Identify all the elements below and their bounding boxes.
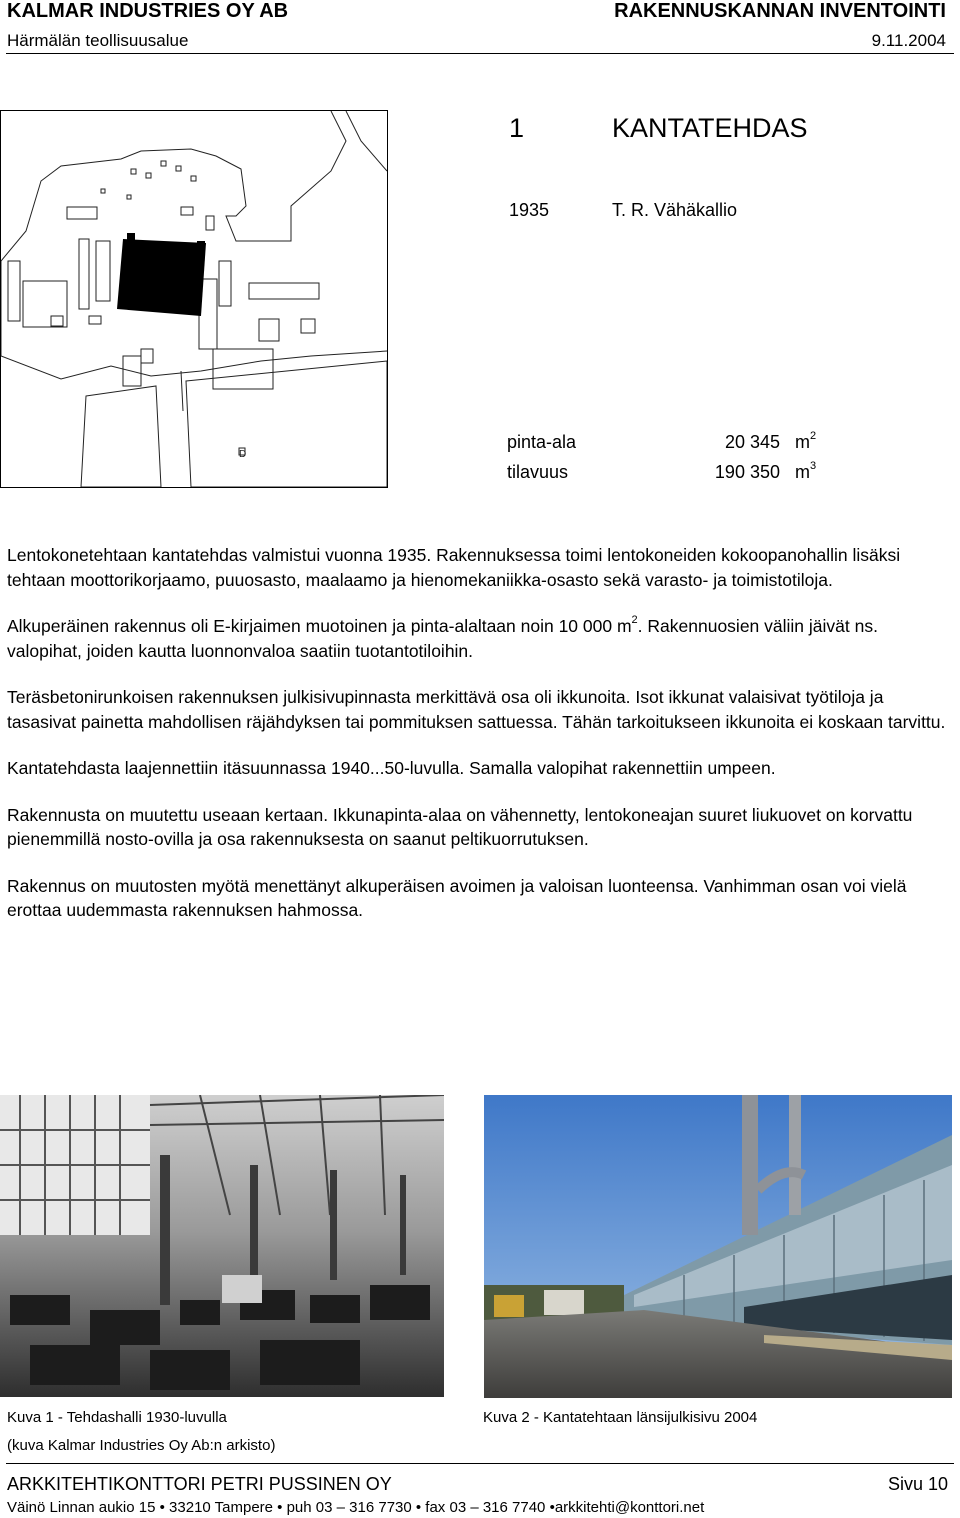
footer-office: ARKKITEHTIKONTTORI PETRI PUSSINEN OY <box>7 1474 392 1494</box>
paragraph-6: Rakennus on muutosten myötä menettänyt alkuperäisen avoimen ja valoisan luonteensa. Vanhimman osan voi vielä erottaa uudemmasta rakennuksen hahmossa. <box>7 875 907 920</box>
paragraph-5: Rakennusta on muutettu useaan kertaan. Ikkunapinta-alaa on vähennetty, lentokoneajan suuret liukuovet on korvattu pienemmillä nosto-ovilla ja osa rakennuksesta on saanut peltikuorrutuksen. <box>7 804 913 849</box>
area-value: 20 345 <box>724 432 780 452</box>
caption-figure-1-source: (kuva Kalmar Industries Oy Ab:n arkisto) <box>7 1437 276 1454</box>
header-location: Härmälän teollisuusalue <box>7 31 189 50</box>
footer-address: Väinö Linnan aukio 15 • 33210 Tampere • puh 03 – 316 7730 • fax 03 – 316 7740 •arkkitehti@konttori.net <box>7 1499 705 1516</box>
header-title: RAKENNUSKANNAN INVENTOINTI <box>614 0 946 22</box>
area-label: pinta-ala <box>507 432 577 452</box>
building-name: KANTATEHDAS <box>612 113 808 143</box>
volume-value: 190 350 <box>714 462 780 482</box>
paragraph-4: Kantatehdasta laajennettiin itäsuunnassa 1940...50-luvulla. Samalla valopihat rakennettiin umpeen. <box>7 758 776 778</box>
map-label-d: D <box>239 449 247 460</box>
caption-figure-2: Kuva 2 - Kantatehtaan länsijulkisivu 2004 <box>483 1409 758 1426</box>
header-date: 9.11.2004 <box>871 31 946 50</box>
building-number: 1 <box>509 113 525 143</box>
site-map <box>0 110 388 488</box>
area-unit: $m^2$ <box>795 430 817 452</box>
building-architect: T. R. Vähäkallio <box>612 200 738 220</box>
volume-unit: $m^3$ <box>795 460 817 482</box>
building-year: 1935 <box>509 200 550 220</box>
header-rule <box>6 53 954 54</box>
paragraph-3: Teräsbetonirunkoisen rakennuksen julkisivupinnasta merkittävä osa oli ikkunoita. Isot ikkunat valaisivat työtiloja ja tasasivat painetta mahdollisen räjähdyksen tai pommituksen sattuessa. Tähän tarkoitukseen ikkunoita ei koskaan tarvittu. <box>7 687 946 732</box>
caption-figure-1: Kuva 1 - Tehdashalli 1930-luvulla <box>7 1409 227 1426</box>
footer-page-number: Sivu 10 <box>887 1474 948 1494</box>
header-company: KALMAR INDUSTRIES OY AB <box>7 0 289 22</box>
footer-rule <box>6 1463 954 1464</box>
paragraph-1: Lentokonetehtaan kantatehdas valmistui vuonna 1935. Rakennuksessa toimi lentokoneiden kokoopanohallin lisäksi tehtaan moottorikorjaamo, puuosasto, maalaamo ja hienomekaniikka-osasto sekä varasto- ja toimistotiloja. <box>7 545 901 590</box>
volume-label: tilavuus <box>507 462 569 482</box>
photo-west-facade-2004 <box>484 1095 952 1398</box>
photo-factory-hall-1930s <box>0 1095 444 1397</box>
body-text <box>7 543 947 945</box>
paragraph-2: Alkuperäinen rakennus oli E-kirjaimen muotoinen ja pinta-alaltaan noin 10 000 $m^2$. Rakennuosien väliin jäivät ns. valopihat, joiden kautta luonnonvaloa saatiin tuotantotiloihin. <box>7 614 878 661</box>
